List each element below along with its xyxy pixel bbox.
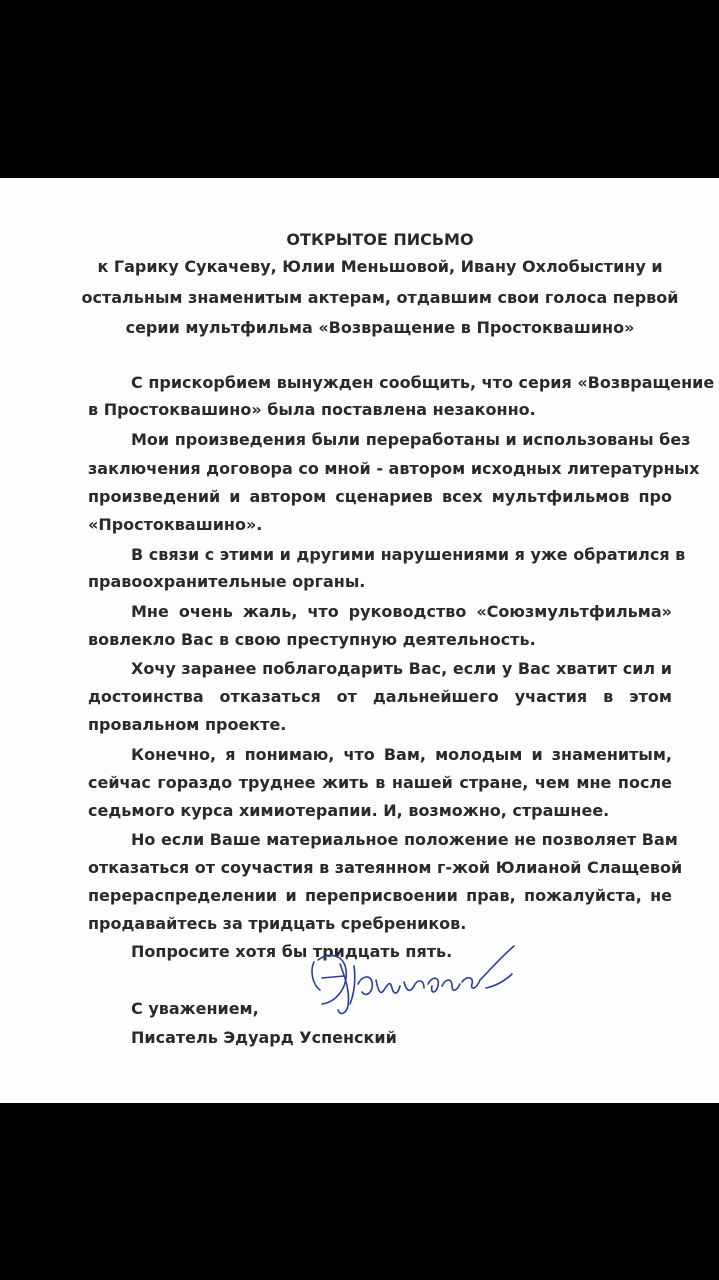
author-name: Писатель Эдуард Успенский bbox=[131, 1028, 397, 1047]
closing-regards: С уважением, bbox=[131, 999, 259, 1018]
body-line: произведений и автором сценариев всех мультфильмов про bbox=[88, 487, 672, 506]
body-line: В связи с этими и другими нарушениями я уже обратился в bbox=[131, 545, 686, 564]
letter-page bbox=[0, 178, 719, 1103]
body-line: перераспределении и переприсвоении прав, пожалуйста, не bbox=[88, 886, 672, 905]
body-line: правоохранительные органы. bbox=[88, 572, 366, 591]
body-line: провальном проекте. bbox=[88, 715, 287, 734]
letter-title: ОТКРЫТОЕ ПИСЬМО bbox=[286, 230, 474, 249]
body-line: заключения договора со мной - автором исходных литературных bbox=[88, 459, 700, 478]
letter-addressee-line: остальным знаменитым актерам, отдавшим свои голоса первой bbox=[81, 288, 679, 307]
body-line: отказаться от соучастия в затеянном г-жой Юлианой Слащевой bbox=[88, 858, 683, 877]
body-line: Конечно, я понимаю, что Вам, молодым и знаменитым, bbox=[131, 745, 672, 764]
body-line: «Простоквашино». bbox=[88, 515, 263, 534]
body-line: сейчас гораздо труднее жить в нашей стране, чем мне после bbox=[88, 773, 672, 792]
body-line: Но если Ваше материальное положение не позволяет Вам bbox=[131, 830, 678, 849]
body-line: вовлекло Вас в свою преступную деятельность. bbox=[88, 630, 536, 649]
letter-addressee-line: к Гарику Сукачеву, Юлии Меньшовой, Ивану Охлобыстину и bbox=[97, 257, 663, 276]
body-line: С прискорбием вынужден сообщить, что серия «Возвращение bbox=[131, 373, 715, 392]
body-line: Хочу заранее поблагодарить Вас, если у Вас хватит сил и bbox=[131, 659, 672, 678]
body-line: в Простоквашино» была поставлена незаконно. bbox=[88, 400, 536, 419]
body-line: достоинства отказаться от дальнейшего участия в этом bbox=[88, 687, 672, 706]
body-line: Мне очень жаль, что руководство «Союзмультфильма» bbox=[131, 602, 672, 621]
letter-addressee-line: серии мультфильма «Возвращение в Простоквашино» bbox=[125, 318, 635, 337]
body-line: седьмого курса химиотерапии. И, возможно, страшнее. bbox=[88, 801, 610, 820]
body-line: Попросите хотя бы тридцать пять. bbox=[131, 942, 453, 961]
body-line: Мои произведения были переработаны и использованы без bbox=[131, 430, 691, 449]
body-line: продавайтесь за тридцать сребреников. bbox=[88, 914, 467, 933]
handwritten-signature bbox=[300, 940, 530, 1030]
